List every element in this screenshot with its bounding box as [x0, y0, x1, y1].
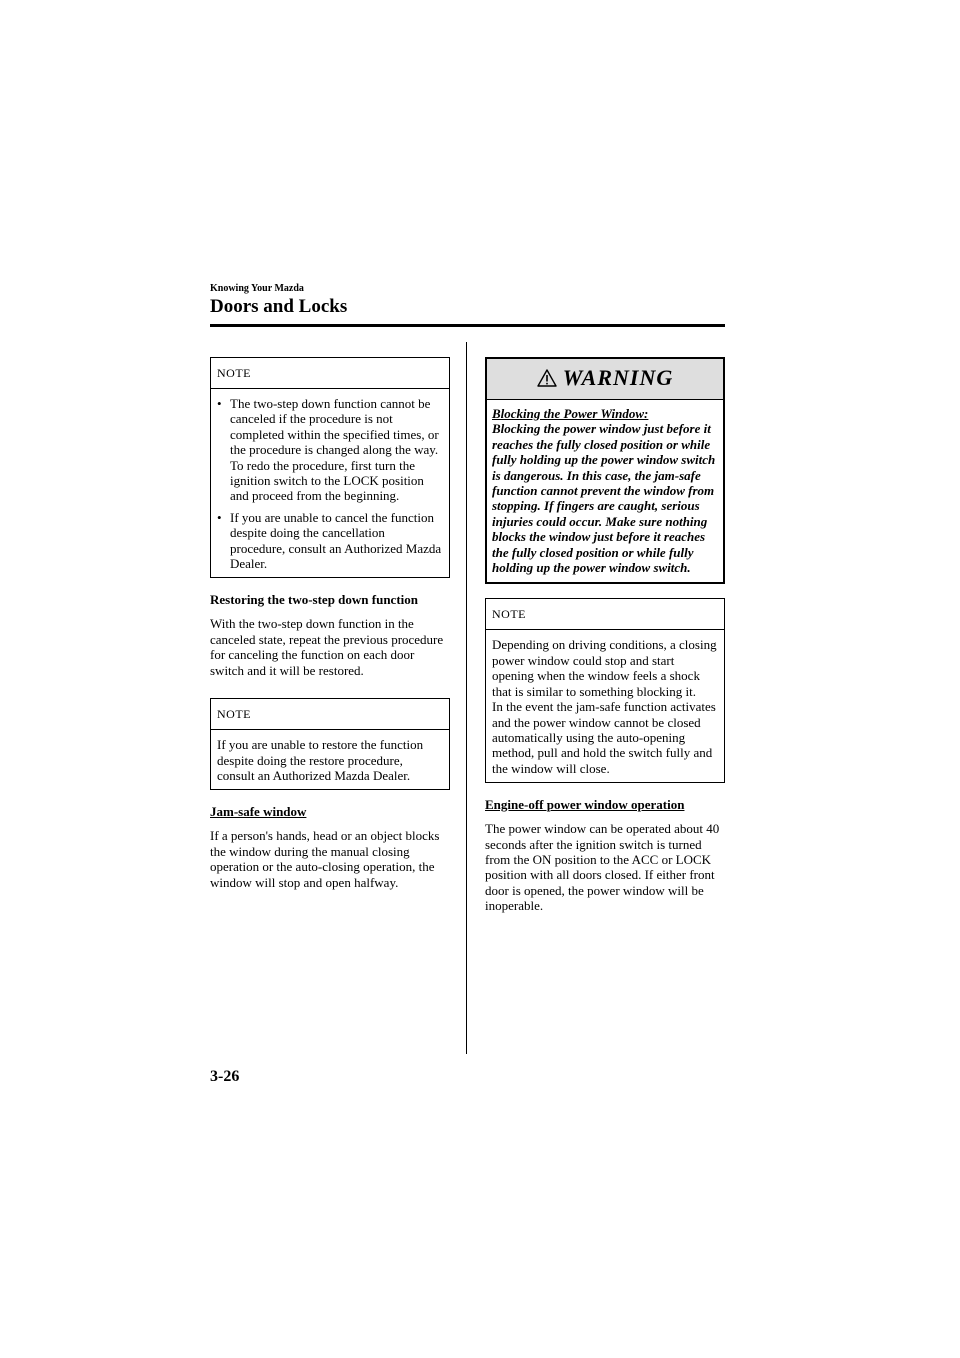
engine-off-text: The power window can be operated about 40 seconds after the ignition switch is turned from the ON position to the ACC or LOCK position with all doors closed. If either front door is opened, the power window will be inoperable.	[485, 821, 720, 914]
note-text: In the event the jam-safe function activates and the power window cannot be closed automatically using the auto-opening method, pull and hold the switch fully and the window will close.	[492, 699, 716, 776]
jam-safe-text: If a person's hands, head or an object blocks the window during the manual closing operation or the auto-closing operation, the window will stop and open halfway.	[210, 828, 440, 890]
note-box-cancel	[210, 357, 450, 578]
note-text: Depending on driving conditions, a closing power window could stop and start opening when the window feels a shock that is similar to something blocking it.	[492, 637, 717, 699]
note-label: NOTE	[486, 599, 724, 630]
section-label: Knowing Your Mazda	[210, 283, 304, 294]
note-bullet: • If you are unable to cancel the function despite doing the cancellation procedure, consult an Authorized Mazda Dealer.	[217, 510, 443, 572]
warning-triangle-icon	[537, 369, 557, 387]
jam-safe-heading: Jam-safe window	[210, 804, 307, 820]
note-bullet: • The two-step down function cannot be canceled if the procedure is not completed within the specified times, or the procedure is changed along the way. To redo the procedure, first turn the ignition switch to the LOCK position and proceed from the beginning.	[217, 396, 443, 504]
header-rule	[210, 324, 725, 327]
warning-box	[485, 357, 725, 584]
restore-heading: Restoring the two-step down function	[210, 592, 418, 608]
page-number: 3-26	[210, 1068, 240, 1085]
note-bullet-list	[217, 396, 443, 571]
note-label: NOTE	[211, 358, 449, 389]
warning-subtitle: Blocking the Power Window:	[492, 406, 649, 421]
right-column	[485, 357, 725, 928]
note-text: If you are unable to restore the function despite doing the restore procedure, consult an Authorized Mazda Dealer.	[217, 737, 424, 783]
column-divider	[466, 342, 467, 1054]
warning-label: WARNING	[562, 365, 674, 390]
note-box-restore	[210, 698, 450, 790]
restore-text: With the two-step down function in the canceled state, repeat the previous procedure for canceling the function on each door switch and it will be restored.	[210, 616, 444, 678]
note-label: NOTE	[211, 699, 449, 730]
warning-text: Blocking the power window just before it reaches the fully closed position or while fully holding up the power window switch is dangerous. In this case, the jam-safe function cannot prevent the window from stopping. If fingers are caught, serious injuries could occur. Make sure nothing blocks the window just before it reaches the fully closed position or while fully holding up the power window switch.	[492, 421, 716, 576]
note-box-jam-safe	[485, 598, 725, 783]
engine-off-heading: Engine-off power window operation	[485, 797, 685, 813]
chapter-title: Doors and Locks	[210, 296, 348, 317]
left-column	[210, 357, 450, 904]
